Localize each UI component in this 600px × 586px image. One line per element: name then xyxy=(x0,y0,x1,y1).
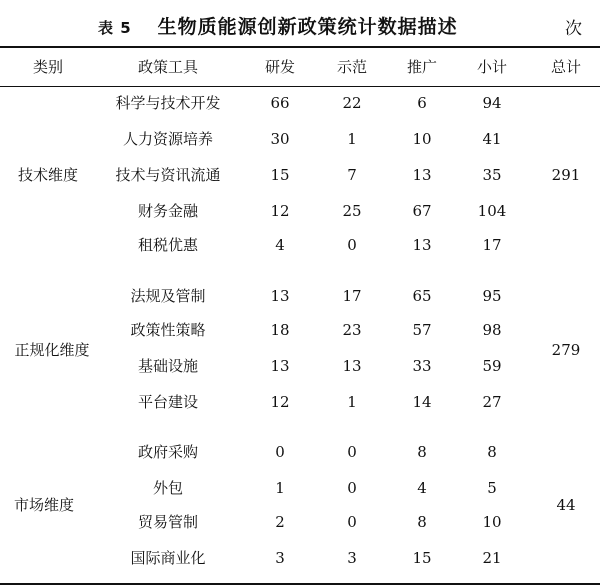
tool-name: 财务金融 xyxy=(137,202,199,220)
promo-value: 13 xyxy=(412,236,432,254)
promo-value: 33 xyxy=(412,357,432,375)
promo-value: 65 xyxy=(412,287,432,305)
demo-value: 25 xyxy=(342,202,362,220)
tool-name: 国际商业化 xyxy=(130,549,206,567)
subtotal-value: 59 xyxy=(482,357,502,375)
promo-value: 57 xyxy=(412,321,432,339)
subtotal-value: 35 xyxy=(482,166,502,184)
tool-name: 租税优惠 xyxy=(137,236,199,254)
demo-value: 1 xyxy=(347,130,357,148)
rd-value: 0 xyxy=(275,443,285,461)
demo-value: 13 xyxy=(342,357,362,375)
promo-value: 13 xyxy=(412,166,432,184)
header-total: 总计 xyxy=(550,58,582,76)
group-label-tech: 技术维度 xyxy=(17,166,79,184)
tool-name: 政策性策略 xyxy=(130,321,206,339)
subtotal-value: 10 xyxy=(482,513,502,531)
header-category: 类别 xyxy=(32,58,64,76)
tool-name: 法规及管制 xyxy=(130,287,206,305)
demo-value: 1 xyxy=(347,393,357,411)
tool-name: 科学与技术开发 xyxy=(115,94,221,112)
demo-value: 0 xyxy=(347,443,357,461)
demo-value: 7 xyxy=(347,166,357,184)
rd-value: 12 xyxy=(270,202,290,220)
rd-value: 15 xyxy=(270,166,290,184)
group-total-regulation: 279 xyxy=(551,341,581,359)
unit-label: 次 xyxy=(565,19,582,39)
rd-value: 3 xyxy=(275,549,285,567)
subtotal-value: 98 xyxy=(482,321,502,339)
promo-value: 15 xyxy=(412,549,432,567)
tool-name: 技术与资讯流通 xyxy=(115,166,221,184)
demo-value: 22 xyxy=(342,94,362,112)
subtotal-value: 95 xyxy=(482,287,502,305)
rd-value: 1 xyxy=(275,479,285,497)
header-rd: 研发 xyxy=(264,58,296,76)
tool-name: 贸易管制 xyxy=(137,513,199,531)
promo-value: 10 xyxy=(412,130,432,148)
subtotal-value: 17 xyxy=(482,236,502,254)
subtotal-value: 21 xyxy=(482,549,502,567)
table-title-text: 生物质能源创新政策统计数据描述 xyxy=(157,16,458,38)
rd-value: 66 xyxy=(270,94,290,112)
group-label-market: 市场维度 xyxy=(13,496,75,514)
top-rule xyxy=(0,46,600,48)
header-subtotal: 小计 xyxy=(476,58,508,76)
rd-value: 4 xyxy=(275,236,285,254)
tool-name: 基础设施 xyxy=(137,357,199,375)
header-rule xyxy=(0,86,600,87)
tool-name: 外包 xyxy=(152,479,184,497)
demo-value: 0 xyxy=(347,513,357,531)
tool-name: 人力资源培养 xyxy=(122,130,214,148)
demo-value: 0 xyxy=(347,479,357,497)
rd-value: 12 xyxy=(270,393,290,411)
demo-value: 23 xyxy=(342,321,362,339)
tool-name: 平台建设 xyxy=(137,393,199,411)
subtotal-value: 5 xyxy=(487,479,497,497)
subtotal-value: 27 xyxy=(482,393,502,411)
rd-value: 30 xyxy=(270,130,290,148)
promo-value: 8 xyxy=(417,443,427,461)
demo-value: 0 xyxy=(347,236,357,254)
table-caption xyxy=(0,10,600,40)
subtotal-value: 8 xyxy=(487,443,497,461)
subtotal-value: 41 xyxy=(482,130,502,148)
group-label-regulation: 正规化维度 xyxy=(14,341,90,359)
table-title xyxy=(98,12,458,39)
group-total-tech: 291 xyxy=(551,166,581,184)
rd-value: 13 xyxy=(270,357,290,375)
demo-value: 17 xyxy=(342,287,362,305)
demo-value: 3 xyxy=(347,549,357,567)
tool-name: 政府采购 xyxy=(137,443,199,461)
subtotal-value: 94 xyxy=(482,94,502,112)
promo-value: 67 xyxy=(412,202,432,220)
promo-value: 14 xyxy=(412,393,432,411)
rd-value: 13 xyxy=(270,287,290,305)
header-tool: 政策工具 xyxy=(137,58,199,76)
header-demo: 示范 xyxy=(336,58,368,76)
promo-value: 4 xyxy=(417,479,427,497)
subtotal-value: 104 xyxy=(477,202,507,220)
rd-value: 18 xyxy=(270,321,290,339)
group-total-market: 44 xyxy=(556,496,576,514)
table-number: 表 5 xyxy=(98,19,132,37)
promo-value: 8 xyxy=(417,513,427,531)
promo-value: 6 xyxy=(417,94,427,112)
bottom-rule xyxy=(0,583,600,585)
header-promo: 推广 xyxy=(406,58,438,76)
rd-value: 2 xyxy=(275,513,285,531)
